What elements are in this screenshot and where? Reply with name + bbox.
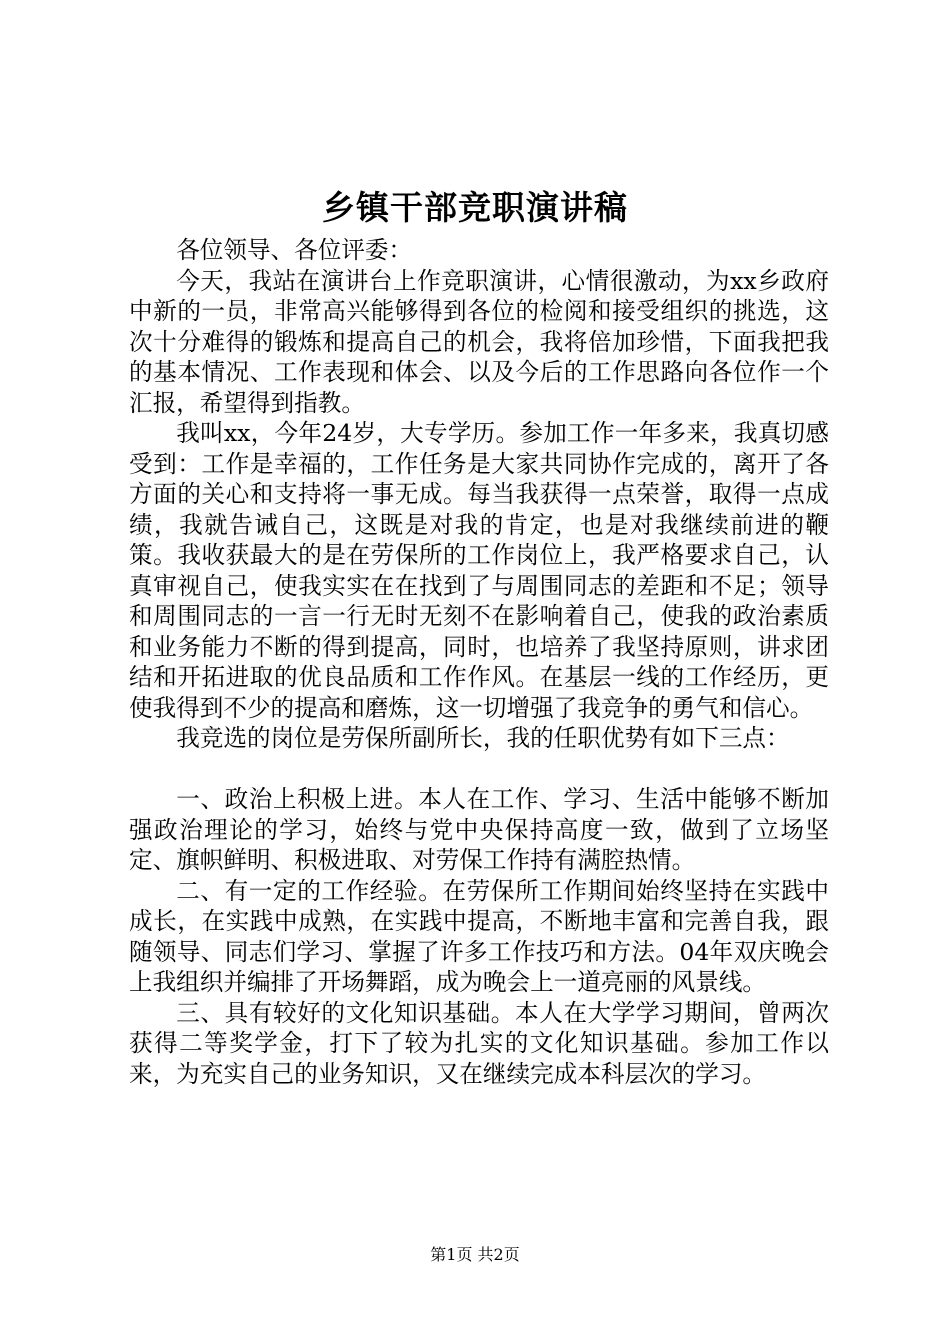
- paragraph-intro: 今天，我站在演讲台上作竞职演讲，心情很激动，为xx乡政府中新的一员，非常高兴能够得到各位的检阅和接受组织的挑选，这次十分难得的锻炼和提高自己的机会，我将倍加珍惜，下面我把我的基本情况、工作表现和体会、以及今后的工作思路向各位作一个汇报，希望得到指教。: [129, 266, 829, 417]
- blank-line: [129, 754, 829, 785]
- document-body: [129, 235, 829, 1089]
- point-education: 三、具有较好的文化知识基础。本人在大学学习期间，曾两次获得二等奖学金，打下了较为扎实的文化知识基础。参加工作以来，为充实自己的业务知识，又在继续完成本科层次的学习。: [129, 998, 829, 1088]
- point-experience: 二、有一定的工作经验。在劳保所工作期间始终坚持在实践中成长，在实践中成熟，在实践中提高，不断地丰富和完善自我，跟随领导、同志们学习、掌握了许多工作技巧和方法。04年双庆晚会上我组织并编排了开场舞蹈，成为晚会上一道亮丽的风景线。: [129, 876, 829, 996]
- page-number-footer: 第1页 共2页: [430, 1245, 520, 1264]
- paragraph-background: 我叫xx，今年24岁，大专学历。参加工作一年多来，我真切感受到：工作是幸福的，工作任务是大家共同协作完成的，离开了各方面的关心和支持将一事无成。每当我获得一点荣誉，取得一点成绩，我就告诫自己，这既是对我的肯定，也是对我继续前进的鞭策。我收获最大的是在劳保所的工作岗位上，我严格要求自己，认真审视自己，使我实实在在找到了与周围同志的差距和不足；领导和周围同志的一言一行无时无刻不在影响着自己，使我的政治素质和业务能力不断的得到提高，同时，也培养了我坚持原则，讲求团结和开拓进取的优良品质和工作作风。在基层一线的工作经历，更使我得到不少的提高和磨炼，这一切增强了我竞争的勇气和信心。: [129, 419, 829, 722]
- document-title: 乡镇干部竞职演讲稿: [322, 188, 628, 227]
- point-political: 一、政治上积极上进。本人在工作、学习、生活中能够不断加强政治理论的学习，始终与党中央保持高度一致，做到了立场坚定、旗帜鲜明、积极进取、对劳保工作持有满腔热情。: [129, 785, 829, 874]
- salutation: 各位领导、各位评委：: [176, 236, 413, 264]
- paragraph-position: 我竞选的岗位是劳保所副所长，我的任职优势有如下三点：: [176, 724, 790, 752]
